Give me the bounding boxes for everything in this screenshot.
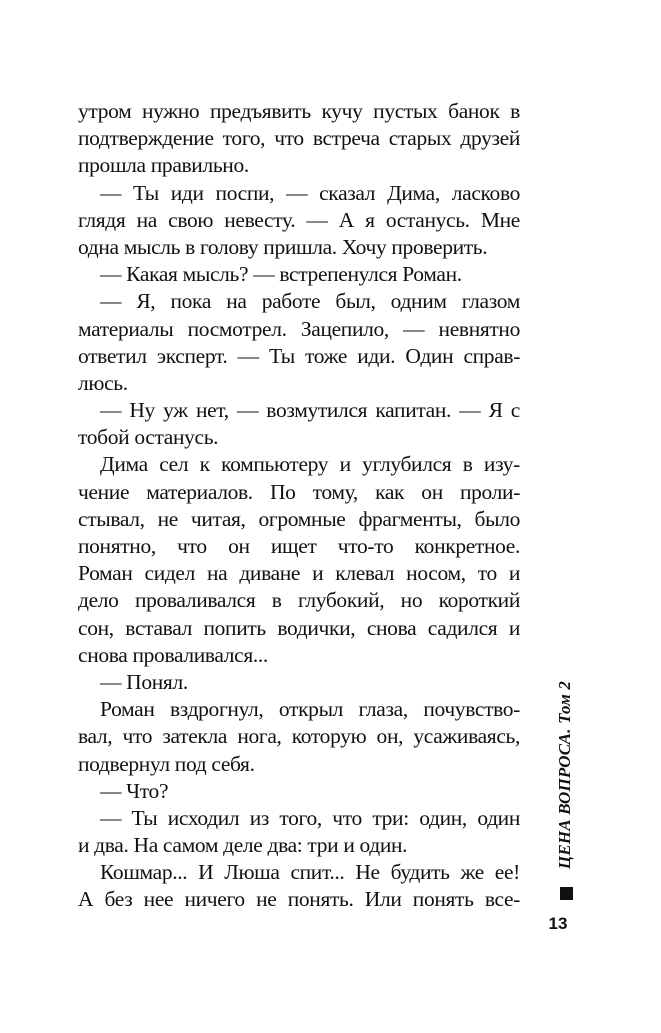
text-line: прошла правильно.: [78, 153, 249, 178]
square-marker-icon: [560, 887, 573, 900]
text-line: — Что?: [100, 778, 169, 803]
text-line: подвернул под себя.: [78, 751, 255, 776]
text-line: Кошмар... И Люша спит... Не будить же ее!: [100, 860, 520, 885]
text-line: Роман сидел на диване и клевал носом, то и: [78, 561, 520, 586]
text-line: вал, что затекла нога, которую он, усаживаясь,: [78, 724, 520, 749]
text-line: А без нее ничего не понять. Или понять все-: [78, 887, 520, 912]
text-line: утром нужно предъявить кучу пустых банок в: [78, 99, 520, 123]
text-line: стывал, не читая, огромные фрагменты, было: [78, 506, 520, 531]
body-text: [78, 98, 520, 914]
text-line: подтверждение того, что встреча старых друзей: [78, 126, 520, 151]
text-line: глядя на свою невесту. — А я останусь. Мне: [78, 207, 520, 232]
text-line: — Ты исходил из того, что три: один, один: [100, 805, 520, 830]
text-line: — Понял.: [100, 669, 188, 694]
text-line: — Какая мысль? — встрепенулся Роман.: [100, 262, 462, 287]
text-line: снова проваливался...: [78, 642, 268, 667]
running-head: [552, 668, 578, 882]
text-line: понятно, что он ищет что-то конкретное.: [78, 534, 520, 558]
text-line: материалы посмотрел. Зацепило, — невнятно: [78, 316, 520, 341]
text-line: чение материалов. По тому, как он проли-: [78, 479, 520, 504]
text-line: — Ты иди поспи, — сказал Дима, ласково: [100, 180, 520, 205]
text-line: сон, вставал попить водички, снова садился и: [78, 615, 520, 640]
text-line: и два. На самом деле два: три и один.: [78, 833, 408, 858]
text-line: ответил эксперт. — Ты тоже иди. Один справ-: [78, 343, 520, 368]
text-line: тобой останусь.: [78, 425, 219, 450]
text-line: — Я, пока на работе был, одним глазом: [100, 289, 520, 314]
text-line: дело проваливался в глубокий, но короткий: [78, 588, 520, 613]
text-line: — Ну уж нет, — возмутился капитан. — Я с: [100, 398, 520, 423]
text-line: Дима сел к компьютеру и углубился в изу-: [100, 452, 520, 477]
text-line: Роман вздрогнул, открыл глаза, почувство-: [100, 697, 520, 722]
text-line: одна мысль в голову пришла. Хочу проверить.: [78, 234, 488, 259]
running-head-title: ЦЕНА ВОПРОСА. Том 2: [555, 680, 575, 870]
page-number: 13: [548, 914, 568, 933]
text-line: люсь.: [78, 370, 128, 395]
